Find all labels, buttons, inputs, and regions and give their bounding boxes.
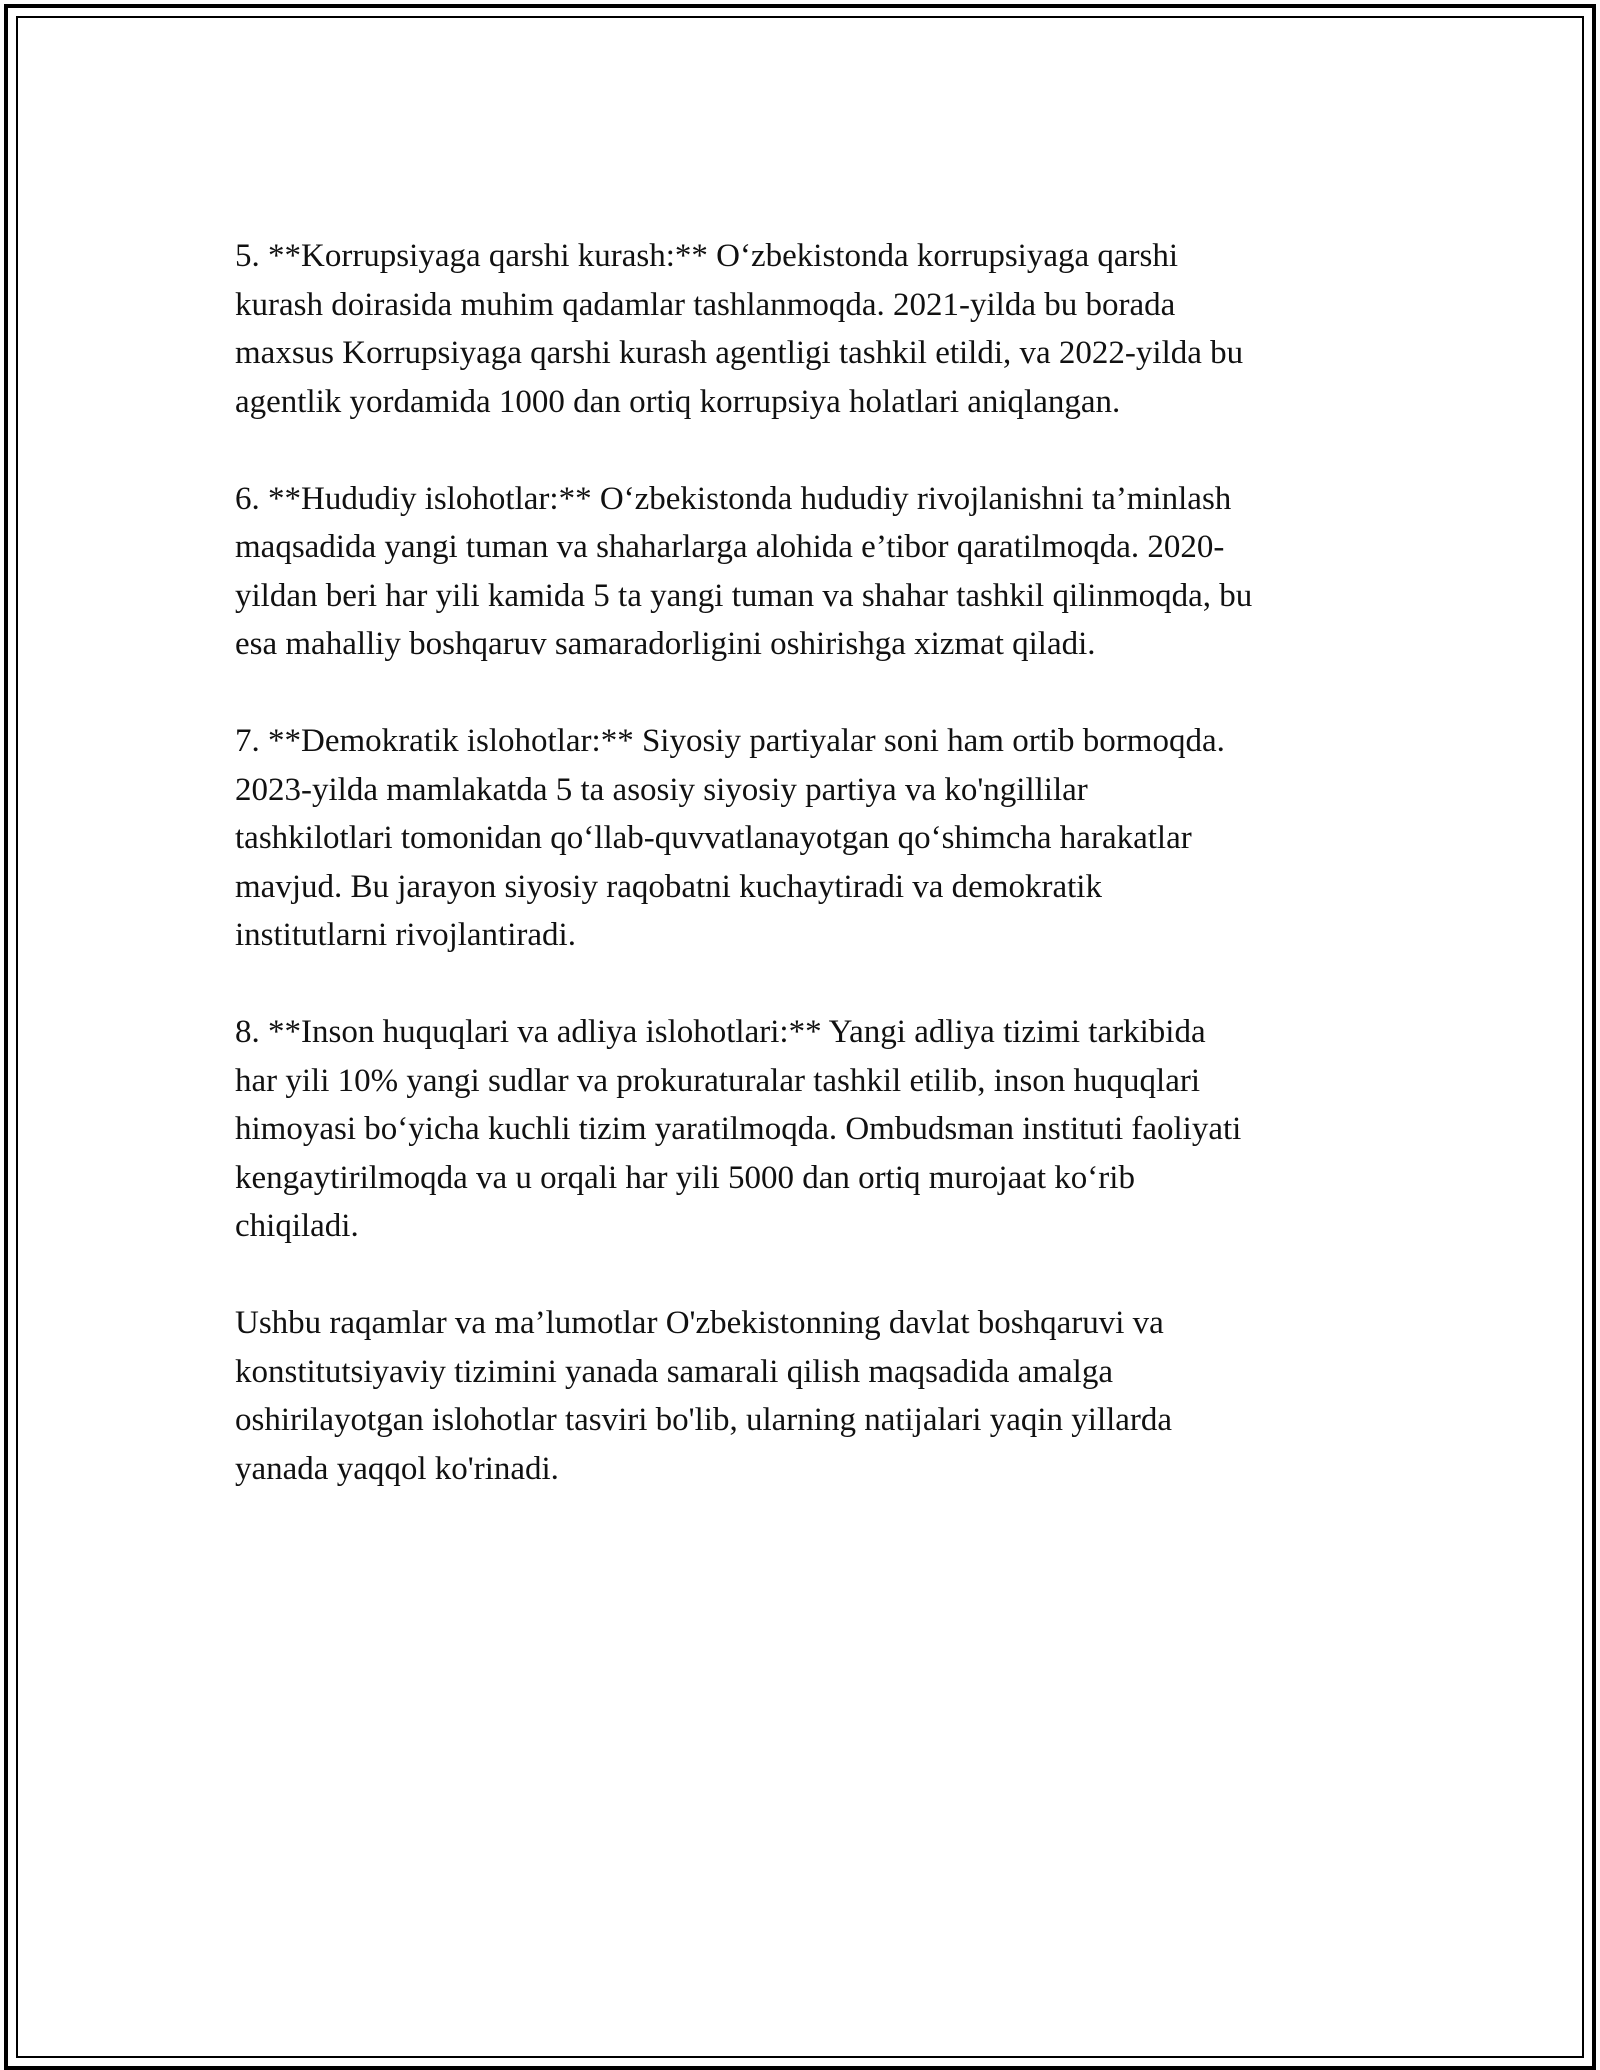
document-body (235, 232, 1375, 1542)
paragraph-democratic-reforms: 7. **Demokratik islohotlar:** Siyosiy partiyalar soni ham ortib bormoqda. 2023-yilda mamlakatda 5 ta asosiy siyosiy partiya va ko'ngillilar tashkilotlari tomonidan qo‘llab-quvvatlanayotgan qo‘shimcha harakatlar mavjud. Bu jarayon siyosiy raqobatni kuchaytiradi va demokratik institutlarni rivojlantiradi. (235, 723, 1225, 953)
paragraph-corruption: 5. **Korrupsiyaga qarshi kurash:** O‘zbekistonda korrupsiyaga qarshi kurash doirasida muhim qadamlar tashlanmoqda. 2021-yilda bu borada maxsus Korrupsiyaga qarshi kurash agentligi tashkil etildi, va 2022-yilda bu agentlik yordamida 1000 dan ortiq korrupsiya holatlari aniqlangan. (235, 238, 1244, 420)
paragraph-regional-reforms: 6. **Hududiy islohotlar:** O‘zbekistonda hududiy rivojlanishni ta’minlash maqsadida yangi tuman va shaharlarga alohida e’tibor qaratilmoqda. 2020- yildan beri har yili kamida 5 ta yangi tuman va shahar tashkil qilinmoqda, bu esa mahalliy boshqaruv samaradorligini oshirishga xizmat qiladi. (235, 480, 1253, 662)
paragraph-conclusion: Ushbu raqamlar va ma’lumotlar O'zbekistonning davlat boshqaruvi va konstitutsiyaviy tizimini yanada samarali qilish maqsadida amalga oshirilayotgan islohotlar tasviri bo'lib, ularning natijalari yaqin yillarda yanada yaqqol ko'rinadi. (235, 1305, 1173, 1487)
paragraph-human-rights: 8. **Inson huquqlari va adliya islohotlari:** Yangi adliya tizimi tarkibida har yili 10% yangi sudlar va prokuraturalar tashkil etilib, inson huquqlari himoyasi bo‘yicha kuchli tizim yaratilmoqda. Ombudsman instituti faoliyati kengaytirilmoqda va u orqali har yili 5000 dan ortiq murojaat ko‘rib chiqiladi. (235, 1014, 1242, 1244)
